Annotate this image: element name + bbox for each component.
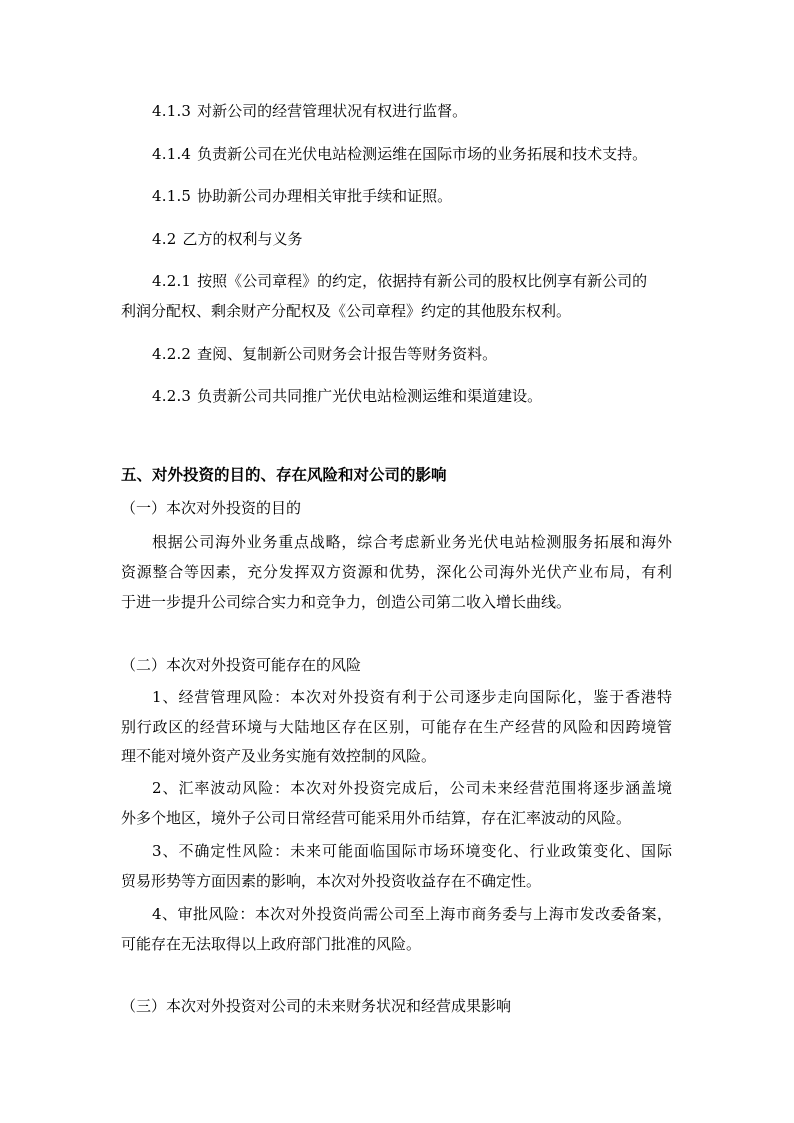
clause-4-2-2 [152,344,794,364]
clause-number: 4.1.3 [152,102,192,120]
risk-4-line-1: 4、审批风险：本次对外投资尚需公司至上海市商务委与上海市发改委备案， [152,905,672,923]
purpose-line-2: 资源整合等因素，充分发挥双方资源和优势，深化公司海外光伏产业布局，有利 [121,563,672,581]
clause-text: 负责新公司共同推广光伏电站检测运维和渠道建设。 [197,387,543,405]
clause-number: 4.1.4 [152,145,192,163]
clause-4-1-4 [152,144,794,164]
risk-1-line-3: 理不能对境外资产及业务实施有效控制的风险。 [121,747,437,765]
risk-2-line-1: 2、汇率波动风险：本次对外投资完成后，公司未来经营范围将逐步涵盖境 [152,779,672,797]
clause-text: 负责新公司在光伏电站检测运维在国际市场的业务拓展和技术支持。 [197,145,648,163]
risk-4-line-2: 可能存在无法取得以上政府部门批准的风险。 [121,935,422,953]
risk-3-line-1: 3、不确定性风险：未来可能面临国际市场环境变化、行业政策变化、国际 [152,842,672,860]
clause-4-2 [152,229,794,249]
purpose-line-1: 根据公司海外业务重点战略，综合考虑新业务光伏电站检测服务拓展和海外 [152,533,672,551]
clause-number: 4.2.1 [152,272,192,290]
clause-text: 乙方的权利与义务 [182,230,303,248]
clause-text: 查阅、复制新公司财务会计报告等财务资料。 [197,345,498,363]
clause-text: 按照《公司章程》的约定，依据持有新公司的股权比例享有新公司的 [197,272,648,290]
clause-4-2-1 [152,271,672,291]
risk-2-line-2: 外多个地区，境外子公司日常经营可能采用外币结算，存在汇率波动的风险。 [121,809,632,827]
risk-3-line-2: 贸易形势等方面因素的影响，本次对外投资收益存在不确定性。 [121,872,542,890]
risk-1-line-1: 1、经营管理风险：本次对外投资有利于公司逐步走向国际化，鉴于香港特 [152,688,672,706]
section-5-heading: 五、对外投资的目的、存在风险和对公司的影响 [121,466,447,484]
clause-4-1-3 [152,101,794,121]
clause-number: 4.2.2 [152,345,192,363]
clause-number: 4.1.5 [152,187,192,205]
subsection-1-title: （一）本次对外投资的目的 [121,499,302,517]
clause-number: 4.2 [152,230,177,248]
risk-1-line-2: 别行政区的经营环境与大陆地区存在区别，可能存在生产经营的风险和因跨境管 [121,718,672,736]
clause-text: 协助新公司办理相关审批手续和证照。 [197,187,453,205]
clause-number: 4.2.3 [152,387,192,405]
clause-4-2-3 [152,386,794,406]
clause-4-2-1-continuation: 利润分配权、剩余财产分配权及《公司章程》约定的其他股东权利。 [121,302,572,320]
clause-4-1-5 [152,186,794,206]
purpose-line-3: 于进一步提升公司综合实力和竞争力，创造公司第二收入增长曲线。 [121,593,572,611]
clause-text: 对新公司的经营管理状况有权进行监督。 [197,102,468,120]
subsection-2-title: （二）本次对外投资可能存在的风险 [121,656,362,674]
subsection-3-title: （三）本次对外投资对公司的未来财务状况和经营成果影响 [121,997,512,1015]
